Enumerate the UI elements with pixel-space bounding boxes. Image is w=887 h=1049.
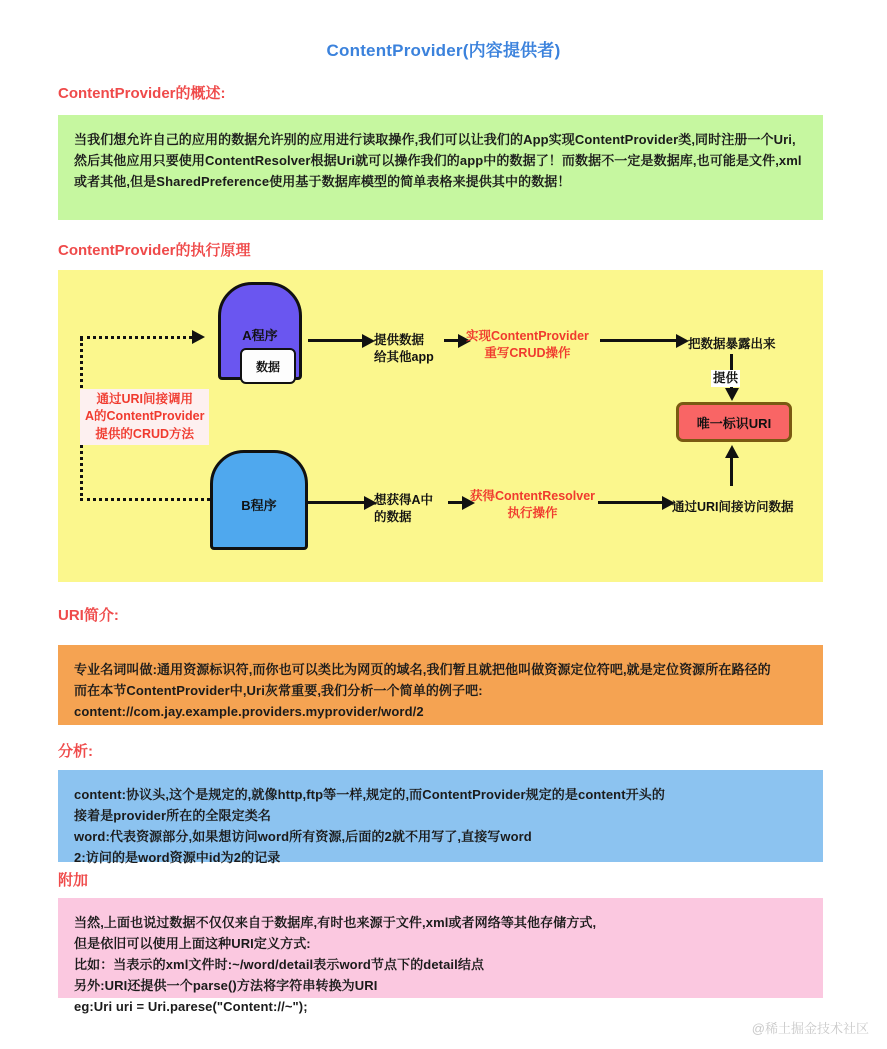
arrow-access-to-uri xyxy=(730,456,733,486)
uri-intro-line-2: 而在本节ContentProvider中,Uri灰常重要,我们分析一个简单的例子吧: xyxy=(74,683,483,699)
diagram-node-unique-uri: 唯一标识URI xyxy=(676,402,792,442)
crud-line-3: 提供的CRUD方法 xyxy=(95,426,195,441)
arrow-provide-data-to-impl xyxy=(444,339,460,342)
analysis-content-block xyxy=(58,770,823,866)
principle-diagram xyxy=(58,270,823,582)
uri-intro-line-1: 专业名词叫做:通用资源标识符,而你也可以类比为网页的域名,我们暂且就把他叫做资源定位符吧,就是定位资源所在路径的 xyxy=(74,662,771,677)
arrow-b-to-want-data xyxy=(306,501,366,504)
analysis-line-1: content:协议头,这个是规定的,就像http,ftp等一样,规定的,而ContentProvider规定的是content开头的 xyxy=(74,787,665,802)
section-heading-extra: 附加 xyxy=(58,872,89,889)
arrow-a-to-provide-data xyxy=(308,339,364,342)
section-heading-analysis: 分析: xyxy=(58,743,93,760)
want-data-line-1: 想获得A中 xyxy=(374,493,434,507)
section-heading-uri-intro: URI简介: xyxy=(58,607,119,624)
uri-intro-content-block xyxy=(58,645,823,725)
crud-line-2: A的ContentProvider xyxy=(85,409,205,424)
get-cr-line-1: 获得ContentResolver xyxy=(470,489,596,503)
page-title: ContentProvider(内容提供者) xyxy=(326,41,561,60)
extra-line-2: 但是依旧可以使用上面这种URI定义方式: xyxy=(74,936,311,952)
diagram-label-expose-data: 把数据暴露出来 xyxy=(688,337,776,351)
diagram-label-provide-data xyxy=(374,332,434,366)
section-heading-principle: ContentProvider的执行原理 xyxy=(58,242,251,259)
diagram-node-program-b xyxy=(210,450,308,550)
dotted-path-arrowhead xyxy=(192,330,205,344)
impl-cp-line-1: 实现ContentProvider xyxy=(466,329,589,343)
extra-content-block xyxy=(58,898,823,1015)
program-a-label: A程序 xyxy=(242,328,278,343)
overview-line-3: 或者其他,但是SharedPreference使用基于数据库模型的简单表格来提供其中的数据！ xyxy=(74,174,571,190)
dotted-path-bottom xyxy=(80,498,210,501)
crud-line-1: 通过URI间接调用 xyxy=(96,392,193,406)
diagram-label-crud-callout xyxy=(80,389,209,445)
diagram-label-implement-contentprovider xyxy=(466,328,589,362)
get-cr-line-2: 执行操作 xyxy=(507,505,558,520)
dotted-path-top xyxy=(80,336,192,339)
arrow-want-data-to-resolver xyxy=(448,501,464,504)
impl-cp-line-2: 重写CRUD操作 xyxy=(484,345,571,360)
diagram-label-want-data xyxy=(374,492,433,526)
section-heading-overview: ContentProvider的概述: xyxy=(58,85,226,102)
provide-data-line-2: 给其他app xyxy=(374,349,434,364)
want-data-line-2: 的数据 xyxy=(374,509,412,524)
analysis-line-3: word:代表资源部分,如果想访问word所有资源,后面的2就不用写了,直接写word xyxy=(74,829,532,845)
uri-intro-line-3: content://com.jay.example.providers.myprovider/word/2 xyxy=(74,704,424,720)
provide-data-line-1: 提供数据 xyxy=(374,333,425,347)
diagram-label-access-via-uri: 通过URI间接访问数据 xyxy=(672,500,794,514)
arrow-impl-to-expose xyxy=(600,339,678,342)
extra-line-3: 比如：当表示的xml文件时:~/word/detail表示word节点下的detail结点 xyxy=(74,957,485,973)
extra-line-4: 另外:URI还提供一个parse()方法将字符串转换为URI xyxy=(74,978,378,994)
program-b-label: B程序 xyxy=(241,498,277,513)
analysis-line-4: 2:访问的是word资源中id为2的记录 xyxy=(74,850,281,866)
overview-line-1: 当我们想允许自己的应用的数据允许别的应用进行读取操作,我们可以让我们的App实现ContentProvider类,同时注册一个Uri, xyxy=(74,132,796,147)
diagram-label-get-contentresolver xyxy=(470,488,595,522)
diagram-node-data-chip: 数据 xyxy=(240,348,296,384)
diagram-label-provide: 提供 xyxy=(713,371,739,385)
extra-line-1: 当然,上面也说过数据不仅仅来自于数据库,有时也来源于文件,xml或者网络等其他存储方式, xyxy=(74,915,597,930)
extra-line-5: eg:Uri uri = Uri.parese("Content://~"); xyxy=(74,999,308,1015)
overview-line-2: 然后其他应用只要使用ContentResolver根据Uri就可以操作我们的app中的数据了！而数据不一定是数据库,也可能是文件,xml xyxy=(74,153,802,169)
arrow-resolver-to-access xyxy=(598,501,664,504)
site-watermark: @稀土掘金技术社区 xyxy=(751,1021,869,1036)
analysis-line-2: 接着是provider所在的全限定类名 xyxy=(74,808,271,824)
overview-content-block xyxy=(58,115,823,220)
